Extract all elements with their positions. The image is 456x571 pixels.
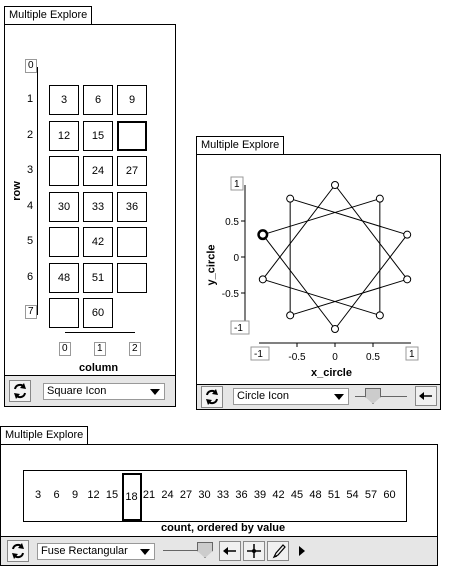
value-item[interactable]: 30 (198, 489, 211, 501)
row-axis-line (37, 67, 38, 315)
grid-cell[interactable] (117, 227, 147, 257)
data-point[interactable] (404, 276, 411, 283)
refresh-button[interactable] (9, 380, 31, 402)
row-top-bound[interactable]: 0 (25, 59, 37, 73)
value-item[interactable]: 45 (290, 489, 304, 501)
star-edge (263, 199, 380, 235)
star-edge (263, 185, 335, 279)
data-point[interactable] (376, 195, 383, 202)
x-tick-label: 0 (332, 352, 338, 363)
row-tick-label: 5 (26, 235, 34, 247)
value-item[interactable]: 54 (346, 489, 359, 501)
value-axis-label: count, ordered by value (161, 522, 286, 534)
grid-cell[interactable]: 27 (117, 156, 147, 186)
grid-cell[interactable]: 48 (49, 263, 79, 293)
refresh-icon (8, 541, 28, 561)
window3-toolbar (0, 536, 438, 566)
grid-cell[interactable]: 3 (49, 85, 79, 115)
value-item[interactable]: 3 (34, 489, 42, 501)
star-edge (263, 235, 335, 329)
row-tick-label: 2 (26, 128, 34, 141)
draw-button[interactable] (267, 541, 289, 561)
star-edge (263, 279, 380, 315)
row-tick-label: 6 (26, 270, 34, 283)
chevron-down-icon (140, 549, 150, 555)
grid-cell[interactable]: 60 (83, 298, 113, 328)
value-item[interactable]: 57 (364, 489, 378, 501)
window2-title-tab[interactable] (196, 136, 284, 154)
value-item[interactable]: 15 (105, 489, 119, 501)
value-item[interactable]: 9 (71, 489, 79, 501)
value-item[interactable]: 51 (327, 489, 341, 501)
value-item[interactable]: 39 (253, 489, 267, 501)
row-tick-label: 3 (26, 164, 34, 176)
data-point[interactable] (376, 312, 383, 319)
icon-type-select-2[interactable] (233, 388, 349, 405)
window1-panel (4, 24, 176, 377)
grid-cell[interactable] (49, 298, 79, 328)
window1-title: Multiple Explore (9, 9, 88, 21)
refresh-button-3[interactable] (7, 540, 29, 562)
window1-title-tab[interactable] (4, 6, 92, 24)
window3-title: Multiple Explore (5, 429, 84, 441)
y-tick-label: 0 (233, 253, 239, 264)
value-item[interactable]: 27 (179, 489, 193, 501)
window2-toolbar (196, 384, 441, 410)
grid-cell[interactable]: 36 (117, 192, 147, 222)
x-tick-label: -0.5 (288, 352, 306, 363)
grid-cell[interactable]: 42 (83, 227, 113, 257)
value-item-selected[interactable]: 18 (122, 473, 142, 521)
y-tick-label: 0.5 (225, 217, 239, 228)
row-tick-label: 4 (26, 199, 34, 212)
grid-cell[interactable]: 51 (83, 263, 113, 293)
data-point[interactable] (404, 231, 411, 238)
refresh-icon (202, 387, 222, 407)
grid-cell[interactable]: 33 (83, 192, 113, 222)
chevron-down-icon (334, 394, 344, 400)
grid-cell[interactable] (49, 156, 79, 186)
x-bound-min[interactable]: -1 (254, 349, 263, 360)
value-item[interactable]: 42 (272, 489, 285, 501)
grid-cell[interactable]: 12 (49, 121, 79, 151)
star-edge (290, 199, 407, 235)
play-icon[interactable] (299, 546, 305, 556)
icon-type-select[interactable] (43, 383, 165, 400)
data-point[interactable] (287, 312, 294, 319)
value-item[interactable]: 60 (383, 489, 396, 501)
y-bound-max[interactable]: 1 (234, 179, 240, 190)
fuse-type-select[interactable] (37, 543, 155, 560)
icon-type-select-2-value: Circle Icon (237, 390, 289, 402)
refresh-icon (10, 381, 30, 401)
window3-title-tab[interactable] (0, 426, 88, 444)
grid-cell[interactable]: 24 (83, 156, 113, 186)
back-arrow-button[interactable] (415, 386, 437, 406)
grid-cell[interactable]: 30 (49, 192, 79, 222)
refresh-button-2[interactable] (201, 386, 223, 408)
value-item[interactable]: 48 (309, 489, 322, 501)
y-circle-label: y_circle (205, 244, 218, 286)
icon-type-select-value: Square Icon (47, 385, 107, 397)
pencil-icon (268, 542, 288, 560)
x-axis-label: column (79, 362, 119, 374)
arrow-left-icon (416, 387, 436, 405)
data-point[interactable] (259, 231, 266, 238)
x-tick-label: 0.5 (366, 352, 380, 363)
value-item[interactable]: 24 (161, 489, 174, 501)
grid-cell[interactable] (117, 263, 147, 293)
column-tick-label[interactable]: 2 (129, 342, 141, 356)
window2-title: Multiple Explore (201, 139, 280, 151)
value-item[interactable]: 33 (216, 489, 230, 501)
fuse-slider-thumb[interactable] (197, 542, 213, 558)
slider-thumb[interactable] (365, 388, 381, 404)
fuse-type-select-value: Fuse Rectangular (41, 545, 128, 557)
grid-cell[interactable]: 6 (83, 85, 113, 115)
slider-track[interactable] (355, 396, 407, 397)
crosshair-button[interactable] (243, 541, 265, 561)
y-axis-label: row (10, 181, 23, 201)
data-point[interactable] (332, 326, 339, 333)
window1-toolbar (4, 375, 176, 407)
column-tick-label[interactable]: 0 (59, 342, 71, 356)
chevron-down-icon (150, 389, 160, 395)
value-item[interactable]: 6 (53, 489, 60, 501)
arrow-left-icon (220, 542, 240, 560)
grid-cell[interactable]: 9 (117, 85, 147, 115)
star-edge (335, 235, 407, 329)
value-item[interactable]: 36 (235, 489, 248, 501)
grid-cell[interactable]: 15 (83, 121, 113, 151)
scatter-plot (197, 155, 440, 385)
back-arrow-button-3[interactable] (219, 541, 241, 561)
y-bound-min[interactable]: -1 (234, 323, 243, 334)
column-axis-line (65, 332, 135, 333)
row-tick-label: 1 (26, 93, 34, 105)
column-tick-label: 1 (94, 342, 106, 356)
data-point[interactable] (332, 182, 339, 189)
window3-panel (0, 444, 438, 538)
crosshair-icon (244, 542, 264, 560)
data-point[interactable] (287, 195, 294, 202)
grid-cell[interactable] (49, 227, 79, 257)
star-edge (290, 279, 407, 315)
data-point[interactable] (259, 276, 266, 283)
window2-panel (196, 154, 441, 386)
y-tick-label: -0.5 (221, 289, 239, 300)
grid-cell-selected[interactable] (117, 121, 147, 151)
x-bound-max[interactable]: 1 (409, 349, 415, 360)
value-item[interactable]: 21 (142, 489, 156, 501)
row-bottom-bound[interactable]: 7 (25, 305, 37, 319)
value-item[interactable]: 12 (87, 489, 100, 501)
x-circle-label: x_circle (311, 367, 352, 379)
star-edge (335, 185, 407, 279)
